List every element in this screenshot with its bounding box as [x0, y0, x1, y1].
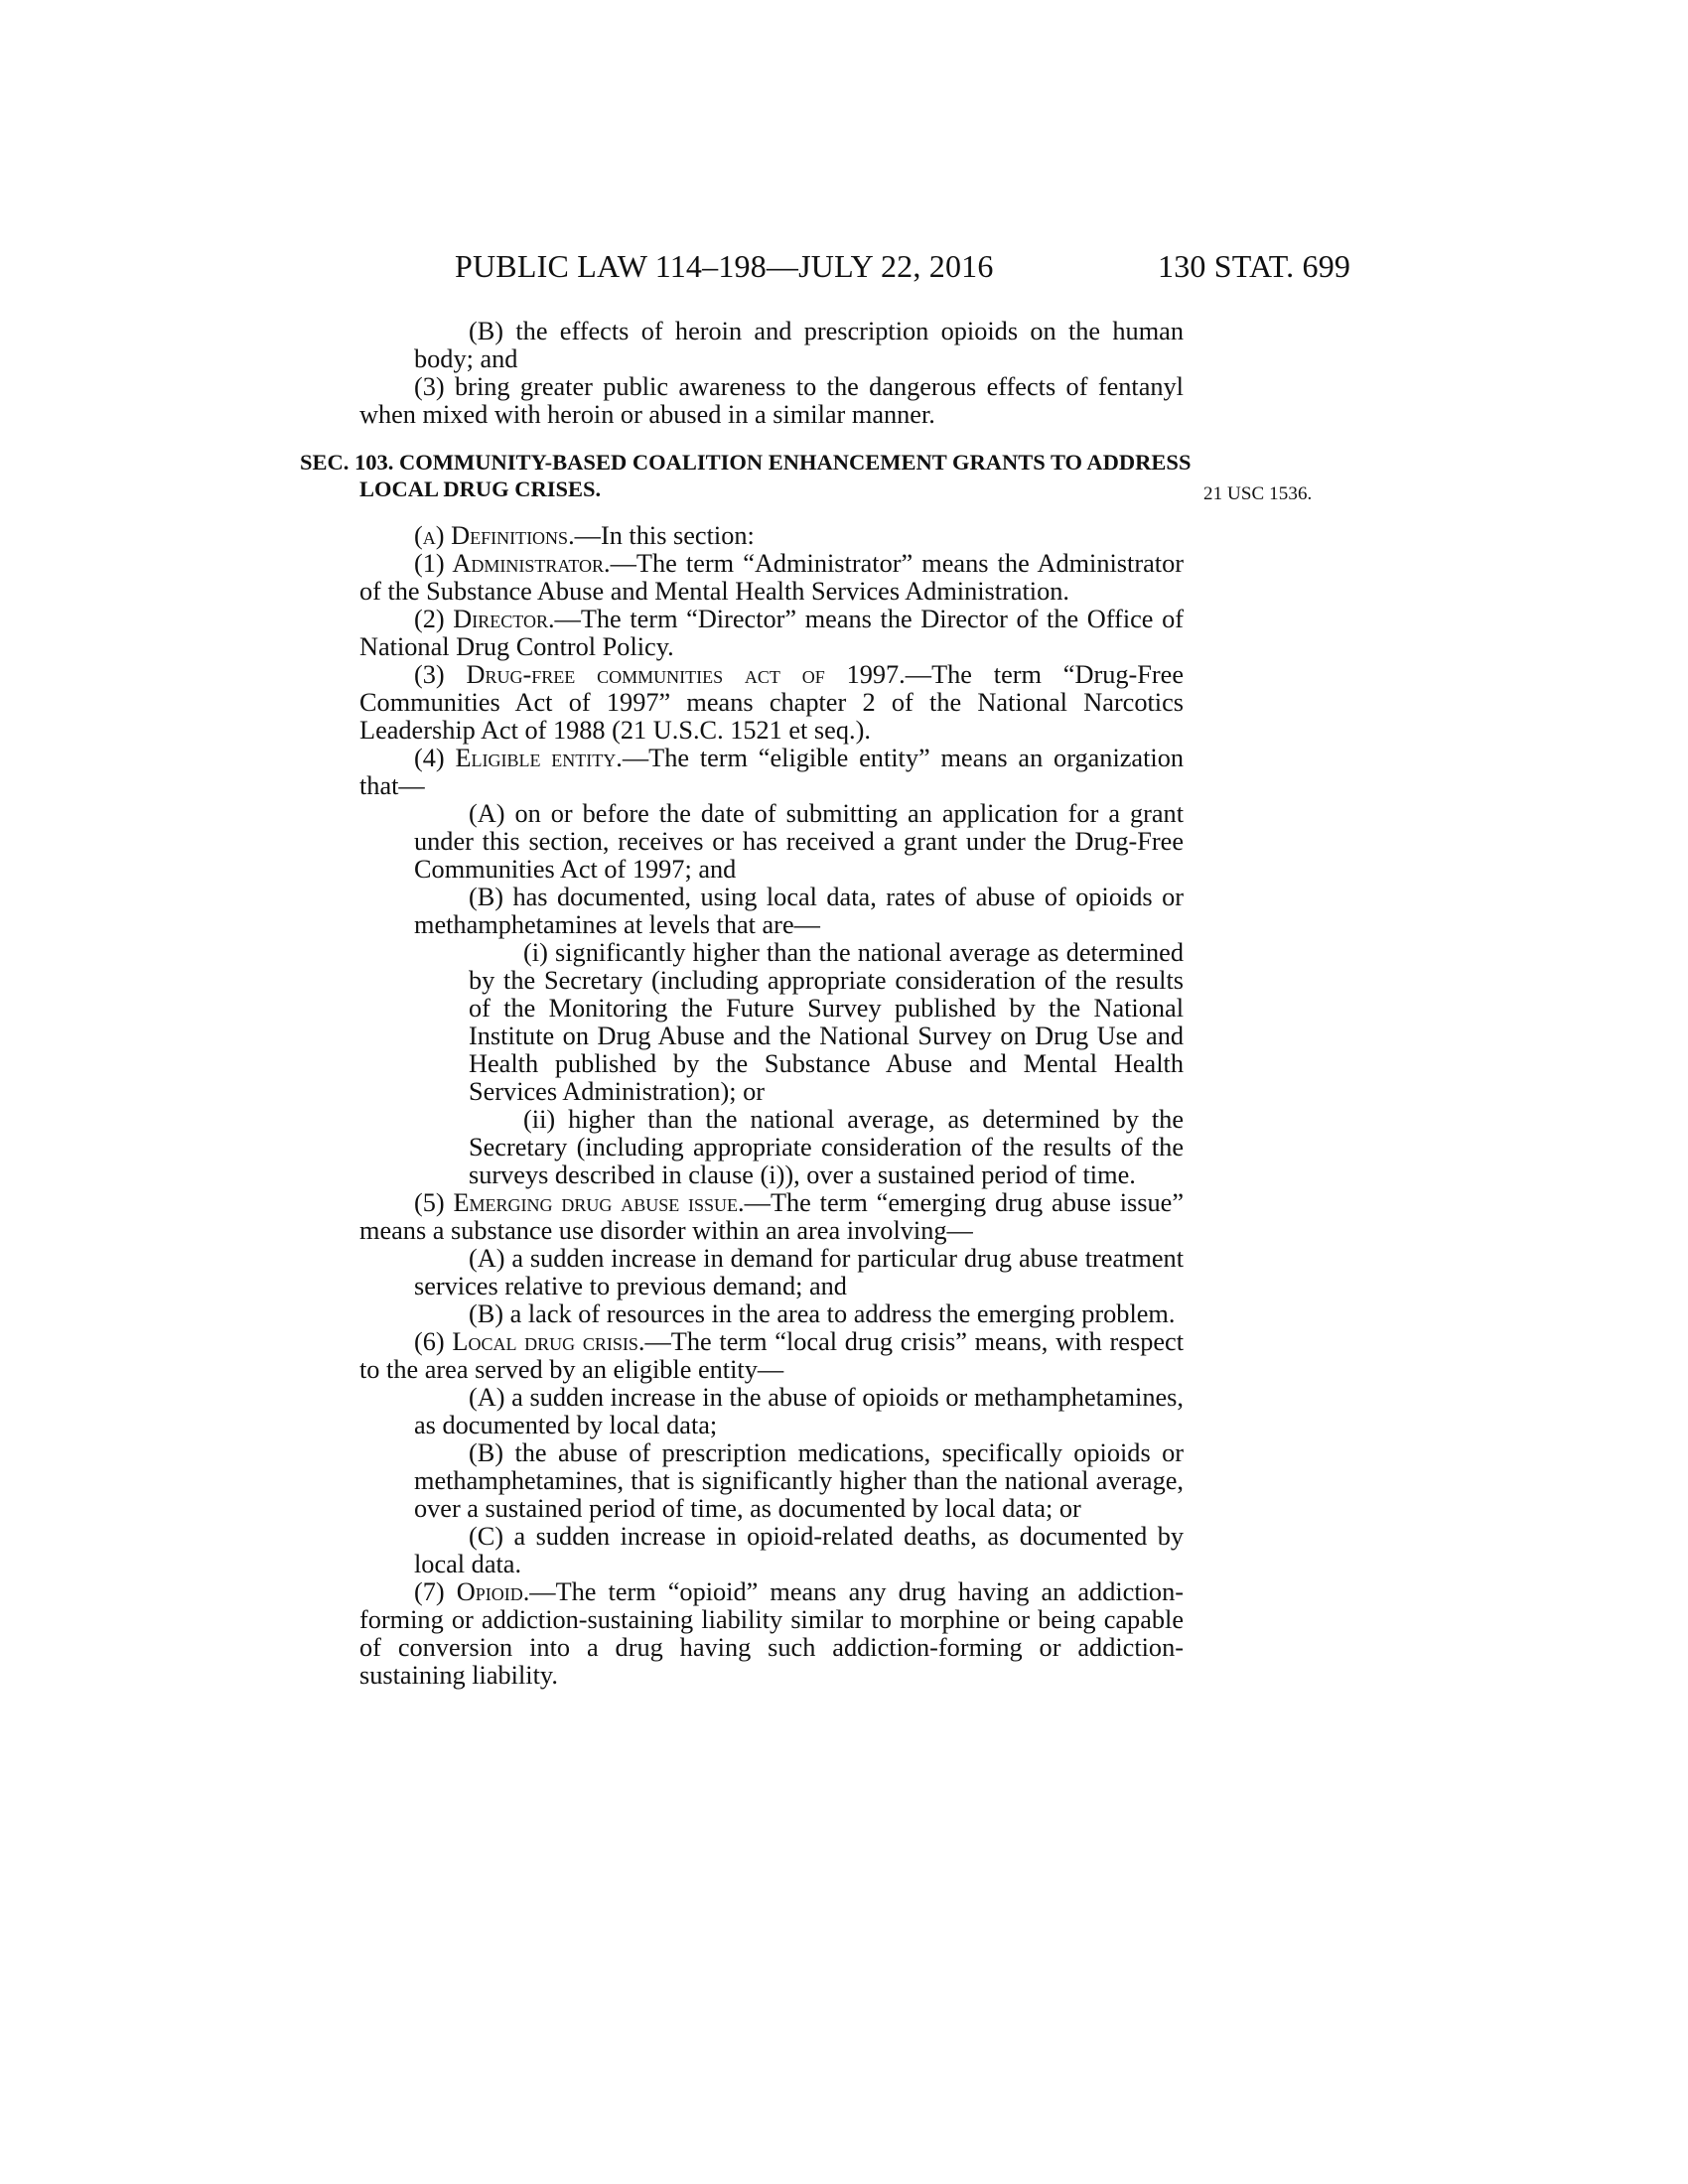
definition-4-clause-b-i: (i) significantly higher than the national average as determined by the Secretary (including appropriate consideration of the results of the Monitoring the Future Survey published by the National Institute on Drug Abuse and the National Survey on Drug Use and Health published by the Substance Abuse and Mental Health Services Administration); or: [469, 938, 1184, 1106]
definition-6-clause-a: (A) a sudden increase in the abuse of opioids or methamphetamines, as documented by local data;: [414, 1383, 1184, 1439]
page-number: 130 STAT. 699: [1158, 248, 1351, 284]
definition-1-administrator: [359, 550, 1184, 606]
definition-4-clause-b-ii: (ii) higher than the national average, as determined by the Secretary (including appropriate consideration of the results of the surveys described in clause (i)), over a sustained period of time.: [469, 1105, 1184, 1189]
definition-2-text: —The term “Director” means the Director of the Office of National Drug Control Policy.: [359, 605, 1184, 661]
definition-6-local-drug-crisis: [359, 1328, 1184, 1384]
paragraph-b-effects: (B) the effects of heroin and prescription opioids on the human body; and: [414, 317, 1184, 373]
definition-1-text: —The term “Administrator” means the Administrator of the Substance Abuse and Mental Health Services Administration.: [359, 549, 1184, 606]
definition-3-label: (3) Drug-free communities act of 1997.: [414, 660, 906, 689]
definition-4-clause-a: (A) on or before the date of submitting an application for a grant under this section, receives or has received a grant under the Drug-Free Communities Act of 1997; and: [414, 799, 1184, 884]
definition-4-clause-b: (B) has documented, using local data, rates of abuse of opioids or methamphetamines at levels that are—: [414, 883, 1184, 939]
definition-6-clause-c: (C) a sudden increase in opioid-related deaths, as documented by local data.: [414, 1522, 1184, 1578]
definition-7-text: —The term “opioid” means any drug having an addiction-forming or addiction-sustaining liability similar to morphine or being capable of conversion into a drug having such addiction-forming or addiction-sustaining liability.: [359, 1577, 1184, 1690]
definition-3-drug-free-communities-act: [359, 661, 1184, 745]
definition-6-clause-b: (B) the abuse of prescription medications, specifically opioids or methamphetamines, that is significantly higher than the national average, over a sustained period of time, as documented by local data; or: [414, 1438, 1184, 1523]
definition-6-label: (6) Local drug crisis.: [414, 1327, 645, 1356]
subsection-a-text: —In this section:: [574, 521, 755, 550]
section-heading: SEC. 103. COMMUNITY-BASED COALITION ENHANCEMENT GRANTS TO ADDRESS LOCAL DRUG CRISES.: [300, 450, 1192, 501]
definition-1-label: (1) Administrator.: [414, 549, 611, 578]
definition-2-director: [359, 606, 1184, 661]
running-head-title: PUBLIC LAW 114–198—JULY 22, 2016: [455, 248, 994, 284]
definition-5-emerging-drug-abuse-issue: [359, 1189, 1184, 1245]
definition-7-opioid: [359, 1578, 1184, 1690]
definition-5-label: (5) Emerging drug abuse issue.: [414, 1188, 745, 1217]
definition-3-text: —The term “Drug-Free Communities Act of 1997” means chapter 2 of the National Narcotics Leadership Act of 1988 (21 U.S.C. 1521 et seq.).: [359, 660, 1184, 745]
definition-7-label: (7) Opioid.: [414, 1577, 530, 1606]
definition-2-label: (2) Director.: [414, 605, 555, 633]
definition-6-text: —The term “local drug crisis” means, with respect to the area served by an eligible entity—: [359, 1327, 1185, 1384]
body-text: [300, 317, 1192, 1690]
definition-5-text: —The term “emerging drug abuse issue” means a substance use disorder within an area involving—: [359, 1188, 1184, 1245]
definition-4-text: —The term “eligible entity” means an organization that—: [359, 744, 1185, 800]
definition-5-clause-b: (B) a lack of resources in the area to address the emerging problem.: [469, 1299, 1176, 1328]
definition-5-clause-a: (A) a sudden increase in demand for particular drug abuse treatment services relative to previous demand; and: [414, 1244, 1184, 1300]
definition-4-eligible-entity: [359, 745, 1184, 800]
margin-citation: 21 USC 1536.: [1203, 483, 1313, 504]
subsection-a-definitions: [359, 522, 1184, 550]
definition-4-label: (4) Eligible entity.: [414, 744, 623, 772]
paragraph-3-awareness: (3) bring greater public awareness to the dangerous effects of fentanyl when mixed with heroin or abused in a similar manner.: [359, 372, 1184, 429]
subsection-a-label: (a) Definitions.: [414, 521, 575, 550]
